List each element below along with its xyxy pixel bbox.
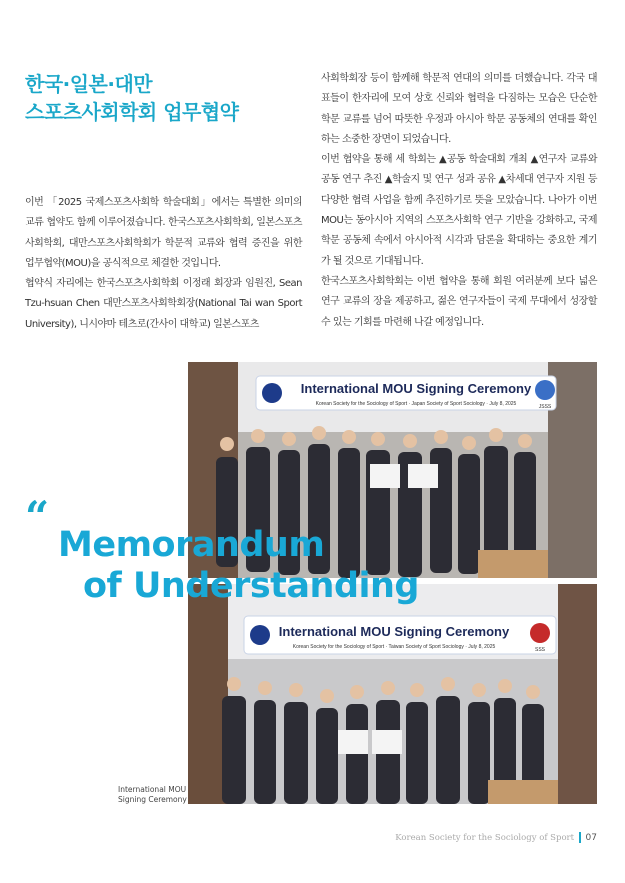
mou-photo-taiwan [188,584,597,804]
footer-divider [579,832,581,843]
body-column-right [321,69,597,333]
tsss-logo-icon [530,623,550,643]
footer-journal-name: Korean Society for the Sociology of Sport [395,832,575,843]
paragraph: 사회학회장 등이 함께해 학문적 연대의 의미를 더했습니다. 각국 대표들이 한자리에 모여 상호 신뢰와 협력을 다짐하는 모습은 단순한 학문 교류를 넘어 따뜻한 우정과 아시아 학문 공동체의 연대를 확인하는 소중한 장면이 되었습니다. [321,73,597,145]
photo-caption-line1: International MOU [118,785,187,794]
banner-subtitle: Korean Society for the Sociology of Sport · Taiwan Society of Sport Sociology · July 8, 2025 [292,644,496,650]
article-title-line1: 한국·일본·대만 [25,72,153,96]
kssss-logo-icon [250,625,270,645]
body-column-left [25,193,302,335]
banner-title: International MOU Signing Ceremony [300,381,532,396]
kssss-logo-icon [262,383,282,403]
paragraph: 한국스포츠사회학회는 이번 협약을 통해 회원 여러분께 보다 넓은 연구 교류의 장을 제공하고, 젊은 연구자들이 국제 무대에서 성장할 수 있는 기회를 마련해 나갈 예정입니다. [321,275,597,328]
quote-mark-icon: “ [25,492,50,541]
photo-caption-line2: Signing Ceremony [118,795,187,804]
banner-subtitle: Korean Society for the Sociology of Sport · Japan Society of Sport Sociology · July 8, 2025 [315,401,517,407]
banner-title: International MOU Signing Ceremony [278,624,510,639]
jsss-logo-icon [535,380,555,400]
page-number: 07 [585,832,597,843]
pullquote-line2: of Understanding [83,566,419,606]
banner-logo-label: JSSS [538,404,552,410]
article-title [25,70,305,126]
article-title-line2: 스포츠사회학회 업무협약 [25,100,239,124]
pullquote-line1: Memorandum [58,525,325,565]
paragraph: 이번 「2025 국제스포츠사회학 학술대회」에서는 특별한 의미의 교류 협약도 함께 이루어졌습니다. 한국스포츠사회학회, 일본스포츠사회학회, 대만스포츠사회학회가 학문적 교류와 협력 증진을 위한 업무협약(MOU)을 공식적으로 체결한 것입니다. [25,197,302,269]
page-footer [395,832,597,843]
photo-caption [118,785,188,805]
paragraph: 이번 협약을 통해 세 학회는 ▲공동 학술대회 개최 ▲연구자 교류와 공동 연구 추진 ▲학술지 및 연구 성과 공유 ▲차세대 연구자 지원 등 다양한 협력 사업을 함께 추진하기로 뜻을 모았습니다. 나아가 이번 MOU는 동아시아 지역의 스포츠사회학 연구 기반을 강화하고, 국제 학문 공동체 속에서 아시아적 시각과 담론을 확대하는 중요한 계기가 될 것으로 기대됩니다. [321,154,597,267]
banner-logo-label: SSS [534,647,546,653]
paragraph: 협약식 자리에는 한국스포츠사회학회 이정래 회장과 임원진, Sean Tzu-hsuan Chen 대만스포츠사회학회장(National Tai wan Sport University), 니시야마 테츠로(간사이 대학교) 일본스포츠 [25,278,302,330]
